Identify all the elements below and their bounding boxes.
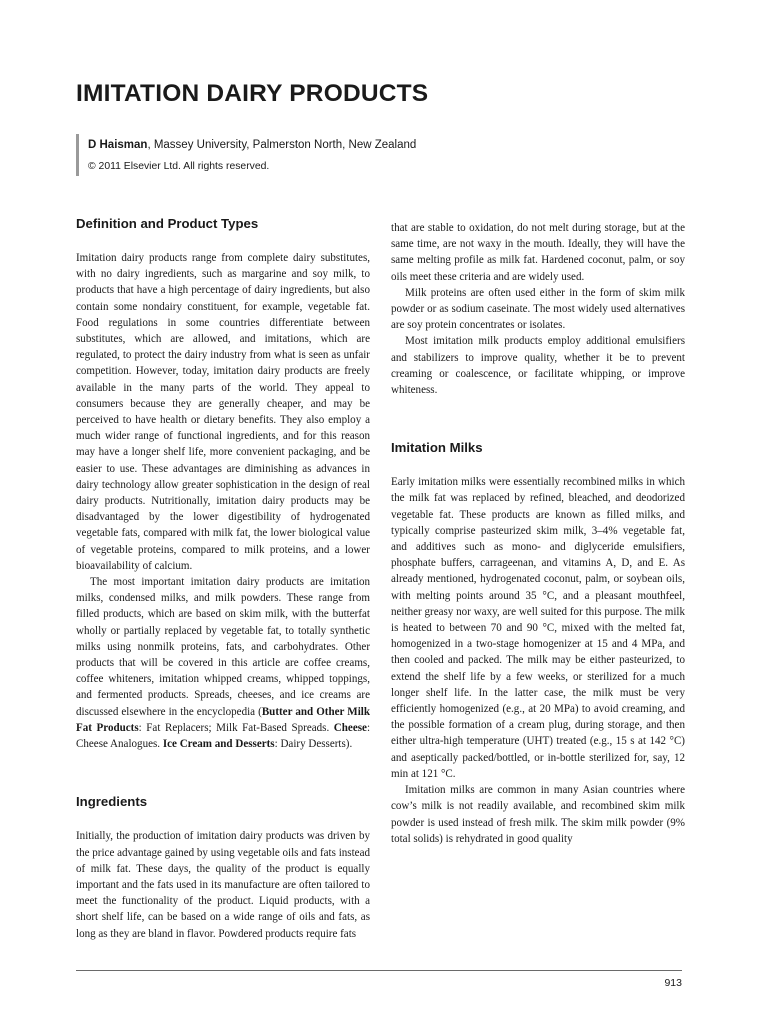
- section-heading-definition: Definition and Product Types: [76, 216, 259, 231]
- paragraph: Milk proteins are often used either in the form of skim milk powder or as sodium caseinate. The most widely used alternatives are soy protein concentrates or isolates.: [391, 286, 685, 332]
- paragraph: Imitation milks are common in many Asian countries where cow’s milk is not readily available, and recombined skim milk powder is used instead of fresh milk. The skim milk powder (9% total solids) is rehydrated in good quality: [391, 784, 685, 845]
- cross-reference-detail: : Cheese Analogues.: [76, 721, 371, 751]
- paragraph: Early imitation milks were essentially recombined milks in which the milk fat was replaced by refined, bleached, and deodorized vegetable fat. These products are known as filled milks, and typically comprise pasteurized skim milk, 3–4% vegetable fat, and additives such as mono- and diglyceride emulsifiers, phosphate buffers, carrageenan, and vitamins A, D, and E. As already mentioned, hydrogenated coconut, palm, or soybean oils, with melting points around 35 °C, and a pleasant mouthfeel, neither greasy nor waxy, are well suited for this purpose. The milk is heated to between 70 and 90 °C, mixed with the melted fat, homogenized in a two-stage homogenizer at 15 and 4 MPa, and then cooled and packed. The milk may be either pasteurized, to extend the shelf life by a few weeks, or sterilized for a much longer shelf life. In the latter case, the milk must be very efficiently homogenized (e.g., at 20 MPa) to avoid creaming, and the possible formation of a cream plug, during storage, and then either ultra-high temperature (UHT) treated (e.g., 15 s at 142 °C) and aseptically packed/bottled, or in-bottle sterilized for, say, 12 min at 121 °C.: [391, 476, 685, 780]
- cross-reference-ice-cream: Ice Cream and Desserts: [162, 738, 275, 751]
- paragraph: Most imitation milk products employ additional emulsifiers and stabilizers to improve quality, whether it be to prevent creaming or coalescence, or facilitate whipping, or improve whiteness.: [391, 335, 685, 397]
- right-column: [391, 220, 685, 847]
- author-name: D Haisman: [88, 139, 148, 151]
- copyright-notice: © 2011 Elsevier Ltd. All rights reserved.: [88, 161, 270, 172]
- author-block-rule: [76, 134, 79, 176]
- cross-reference-detail: : Dairy Desserts).: [274, 738, 353, 751]
- article-title: IMITATION DAIRY PRODUCTS: [76, 80, 429, 107]
- paragraph: Initially, the production of imitation dairy products was driven by the price advantage gained by using vegetable oils and fats instead of milk fat. These days, the quality of the product is equally important and the fats used in its manufacture are often tailored to meet the functionality of the product. Liquid products, with a short shelf life, can be based on a wide range of oils and fats, as long as they are bland in flavor. Powdered products require fats: [76, 830, 370, 940]
- author-affiliation: , Massey University, Palmerston North, New Zealand: [147, 139, 417, 151]
- author-line: [88, 139, 416, 151]
- paragraph-continued: that are stable to oxidation, do not melt during storage, but at the same time, are not waxy in the mouth. Ideally, they will have the same melting profile as milk fat. Hardened coconut, palm, or soy oils meet these criteria and are widely used.: [391, 222, 685, 283]
- cross-reference-detail: : Fat Replacers; Milk Fat-Based Spreads.: [138, 721, 334, 734]
- paragraph: [76, 574, 370, 752]
- paragraph-text: The most important imitation dairy products are imitation milks, condensed milks, and milk powders. These range from filled products, which are based on skim milk, with the butterfat wholly or partially replaced by vegetable fat, to totally synthetic milks using nonmilk proteins, fats, and carbohydrates. Other products that will be covered in this article are coffee creams, coffee whiteners, imitation whipped creams, whipped toppings, and fermented products. Spreads, cheeses, and ice creams are discussed elsewhere in the encyclopedia (: [76, 576, 370, 718]
- page-number: 913: [664, 977, 682, 989]
- left-column: [76, 216, 370, 942]
- paragraph: Imitation dairy products range from complete dairy substitutes, with no dairy ingredients, such as margarine and soy milk, to products that have a high percentage of dairy ingredients, but also contain some nondairy constituent, for example, vegetable fat. Food regulations in some countries differentiate between substitutes, which are allowed, and imitations, which are regulated, to protect the dairy industry from what is seen as unfair competition. However, today, imitation dairy products are freely available in the many parts of the world. They appeal to consumers because they are generally cheaper, and may be perceived to have health or dietary benefits. They also employ a much wider range of functional ingredients, and for this reason may have a longer shelf life, more convenient packaging, and be easier to use. These advantages are diminishing as advances in dairy technology allow greater sophistication in the design of real dairy products. Nutritionally, imitation dairy products may be disadvantaged by the lower digestibility of hydrogenated vegetable fats, compared with milk fat, the lower biological value of vegetable proteins, compared to milk proteins, and a lower bioavailability of calcium.: [76, 252, 370, 572]
- cross-reference-butter: Butter and Other Milk Fat Products: [76, 705, 370, 734]
- section-heading-ingredients: Ingredients: [76, 794, 148, 810]
- cross-reference-cheese: Cheese: [333, 721, 367, 734]
- footer-rule: [76, 970, 682, 971]
- section-heading-imitation-milks: Imitation Milks: [391, 440, 483, 456]
